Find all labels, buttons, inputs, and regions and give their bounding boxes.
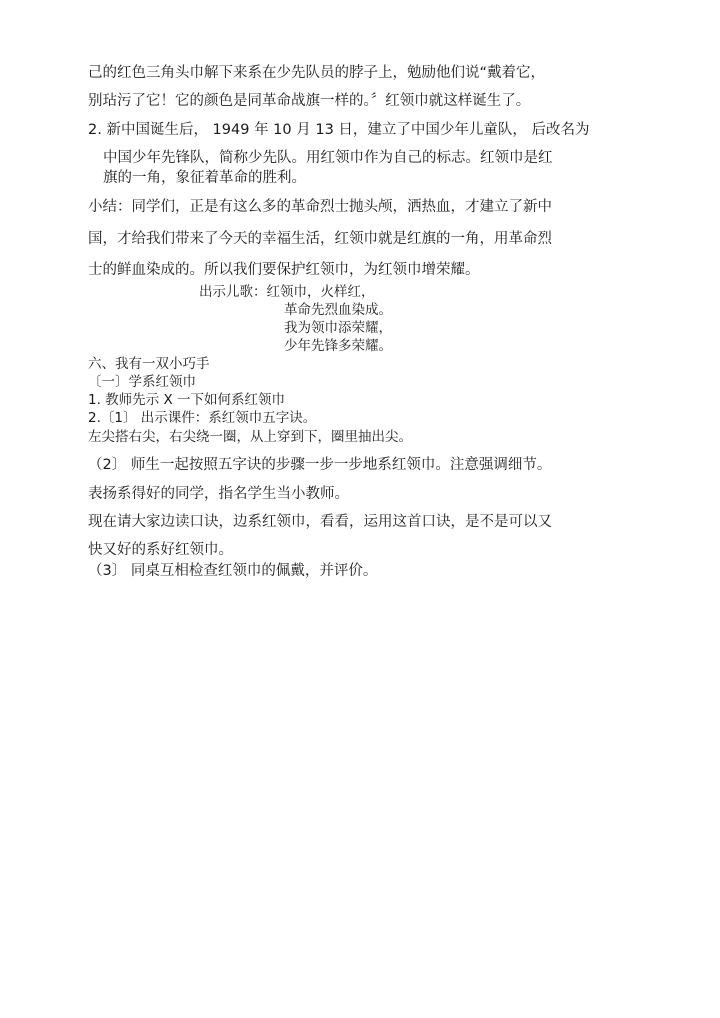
text-line: 中国少年先锋队，简称少先队。用红领巾作为自己的标志。红领巾是红 — [103, 150, 553, 166]
song-line: 出示儿歌：红领巾，火样红， — [199, 284, 375, 300]
text-line: 国，才给我们带来了今天的幸福生活，红领巾就是红旗的一角，用革命烈 — [88, 231, 552, 247]
text-line: 现在请大家边读口诀，边系红领巾，看看，运用这首口诀，是不是可以又 — [88, 514, 552, 530]
song-line: 革命先烈血染成。 — [284, 302, 392, 318]
text-line: 别玷污了它！它的颜色是同革命战旗一样的。〞红领巾就这样诞生了。 — [88, 93, 531, 109]
text-line: 士的鲜血染成的。所以我们要保护红领巾，为红领巾增荣耀。 — [88, 262, 480, 278]
song-line: 少年先锋多荣耀。 — [284, 338, 392, 354]
text-line: 表扬系得好的同学，指名学生当小教师。 — [88, 486, 349, 502]
text-line: 己的红色三角头巾解下来系在少先队员的脖子上，勉励他们说“戴着它， — [88, 65, 546, 81]
song-line: 我为领巾添荣耀， — [284, 320, 392, 336]
text-line: 左尖搭右尖，右尖绕一圈，从上穿到下，圈里抽出尖。 — [88, 429, 412, 445]
text-line: （3〕 同桌互相检查红领巾的佩戴，并评价。 — [88, 563, 378, 579]
text-line: （2〕 师生一起按照五字诀的步骤一步一步地系红领巾。注意强调细节。 — [88, 457, 552, 473]
text-line: 小结：同学们，正是有这么多的革命烈士抛头颅，洒热血，才建立了新中 — [88, 199, 552, 215]
text-line: 1. 教师先示 X 一下如何系红领巾 — [88, 392, 286, 408]
text-line: 2.〔1〕 出示课件：系红领巾五字诀。 — [88, 410, 317, 426]
subsection-heading: 〔一〕学系红领巾 — [88, 374, 196, 390]
text-line: 快又好的系好红领巾。 — [88, 542, 233, 558]
text-line: 2. 新中国诞生后， 1949 年 10 月 13 日，建立了中国少年儿童队， 后改名为 — [88, 122, 590, 138]
text-line: 旗的一角，象征着革命的胜利。 — [103, 170, 306, 186]
section-heading: 六、我有一双小巧手 — [88, 356, 210, 372]
